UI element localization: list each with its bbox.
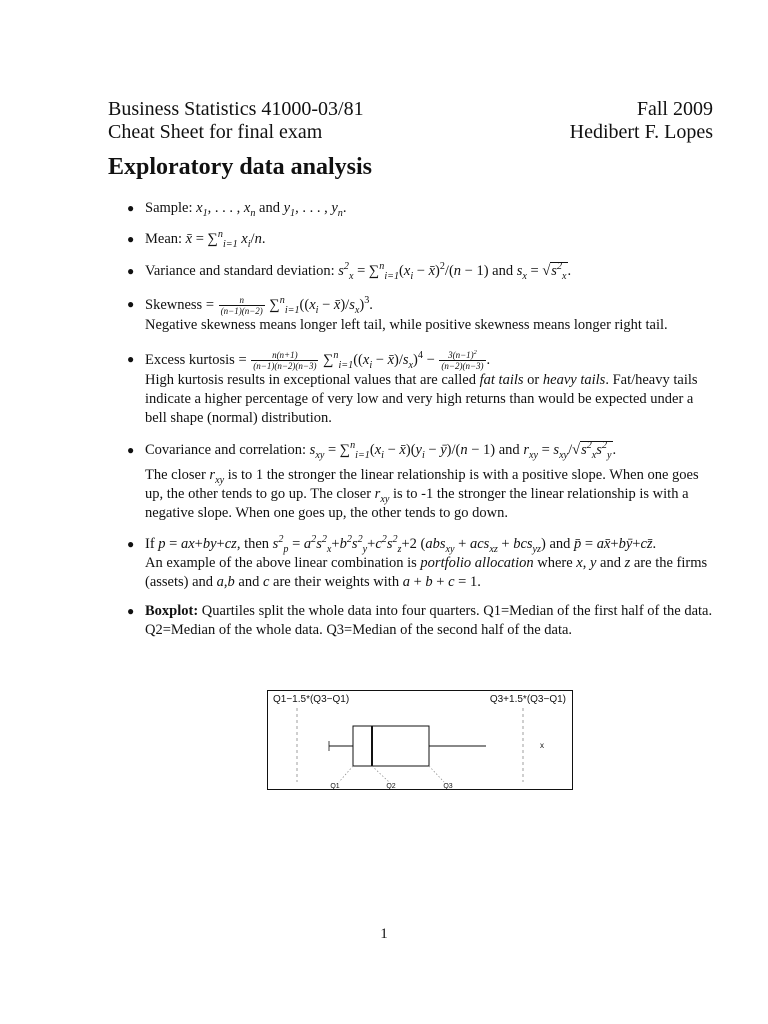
sample-and: and (259, 200, 280, 216)
list-item-sample (127, 199, 715, 219)
linear-note-e: are their weights with (273, 574, 400, 590)
kurtosis-formula: = $\frac{n(n+1)}{(n-1)(n-2)(n-3)}$ $\sum^n_{i=1}((x_i$ − $x̄)/s_x)^4$ − $\frac{3(n-1)^2}{(n-2)(n-3)}$ . (238, 349, 491, 371)
variance-and: and (492, 263, 514, 279)
linear-mean-formula: p̄ = ax̄+bȳ+cz̄. (574, 536, 657, 552)
linear-variance-formula: $s^2_p = a^2s^2_x+b^2s^2_y+c^2s^2_z+2$ (abs$_{xy}$ + acs$_{xz}$ + bcs$_{yz}$) (272, 534, 546, 555)
variance-formula: $s^2_x = \sum^n_{i=1}(x_i$ − x̄)$^2$/(n − 1) (338, 261, 489, 282)
list-item-mean (127, 229, 715, 250)
term: Fall 2009 (636, 98, 713, 120)
linear-note: An example of the above linear combination is portfolio allocation where x, y and z are the firms (assets) and a,b and c are their weights with a + b + c = 1. (145, 555, 708, 590)
correlation-formula: $r_{xy} = s_{xy}/√s^2_xs^2_y$. (523, 440, 617, 461)
outlier-mark: x (540, 741, 544, 750)
page-number: 1 (380, 926, 388, 942)
kurtosis-label: Excess kurtosis (145, 351, 235, 368)
linear-then: , then (236, 536, 270, 552)
skewness-label: Skewness (145, 296, 203, 313)
bullet-icon: ● (127, 443, 135, 457)
portfolio-allocation-term: portfolio allocation (420, 555, 534, 571)
linear-note-b: where (537, 555, 573, 571)
std-formula: $s_x = √s^2_x$. (516, 261, 572, 282)
fat-tails-term: fat tails (479, 372, 524, 388)
linear-note-d: and (238, 574, 260, 590)
bullet-icon: ● (127, 352, 135, 366)
covariance-note-a: The closer (145, 467, 206, 483)
author: Hedibert F. Lopes (569, 121, 713, 143)
list-item-linear-combination (127, 534, 715, 592)
q2-label: Q2 (386, 783, 396, 790)
kurtosis-note-b: . Fat/heavy tails indicate a higher percentage of very low and very high returns than would be expected under a bell shape (normal) distribution. (145, 372, 698, 426)
course-title: Business Statistics 41000-03/81 (108, 98, 364, 120)
var-y: y (589, 555, 597, 571)
sample-formula-y: $y_1$, . . . , $y_n$. (283, 200, 347, 219)
list-item-variance (127, 261, 715, 282)
bullet-icon: ● (127, 297, 135, 311)
list-item-boxplot (127, 602, 715, 640)
heavy-tails-term: heavy tails (542, 372, 606, 388)
q3-label: Q3 (443, 783, 453, 790)
bullet-icon: ● (127, 201, 135, 215)
linear-if: If (145, 536, 155, 552)
sample-label: Sample: (145, 200, 193, 216)
linear-note-c: are the firms (assets) and (145, 555, 708, 590)
right-fence-label: Q3+1.5*(Q3−Q1) (489, 694, 566, 705)
var-a: a (216, 574, 224, 590)
covariance-formula: $s_{xy} = \sum^n_{i=1}(x_i$ − $x̄)(y_i$ − ȳ)/(n − 1) (309, 440, 496, 461)
q1-label: Q1 (330, 783, 340, 790)
var-x: x (576, 555, 583, 571)
document-subtitle: Cheat Sheet for final exam (108, 121, 323, 143)
list-item-kurtosis (127, 349, 715, 428)
boxplot-figure (267, 690, 573, 790)
boxplot-text: Quartiles split the whole data into four quarters. Q1=Median of the first half of the data. Q2=Median of the whole data. Q3=Median of the second half of the data. (145, 603, 713, 638)
iqr-box (353, 726, 429, 766)
section-title: Exploratory data analysis (108, 154, 373, 180)
var-c: c (262, 574, 270, 590)
variance-label: Variance and standard deviation: (145, 263, 335, 279)
var-b: b (227, 574, 235, 590)
bullet-icon: ● (127, 604, 135, 618)
bullet-icon: ● (127, 232, 135, 246)
covariance-and: and (498, 442, 520, 458)
kurtosis-note-a: High kurtosis results in exceptional values that are called (145, 372, 476, 388)
covariance-note (145, 466, 715, 523)
mean-label: Mean: (145, 231, 183, 247)
kurtosis-or: or (527, 372, 540, 388)
list-item-covariance (127, 440, 715, 523)
rxy-symbol: $r_{xy}$ (374, 486, 390, 505)
var-z: z (624, 555, 631, 571)
header-row-1 (108, 98, 713, 120)
skewness-formula: = $\frac{n}{(n-1)(n-2)}$ $\sum^n_{i=1}((x_i$ − $x̄)/s_x)^3$. (205, 295, 373, 316)
linear-note-a: An example of the above linear combination is (145, 555, 417, 571)
covariance-note-b: is to 1 the stronger the linear relationship is with a positive slope. When one goes up, the other tends to go up. The closer (145, 467, 699, 502)
weights-formula: a + b + c = 1. (402, 574, 481, 590)
left-fence-label: Q1−1.5*(Q3−Q1) (273, 694, 350, 705)
sample-formula-x: $x_1$, . . . , $x_n$ (196, 200, 256, 219)
bullet-icon: ● (127, 537, 135, 551)
bullet-icon: ● (127, 264, 135, 278)
skewness-note: Negative skewness means longer left tail, while positive skewness means longer right tail. (145, 317, 668, 333)
kurtosis-note (145, 371, 715, 428)
rxy-symbol: $r_{xy}$ (209, 467, 225, 486)
linear-and2: and (600, 555, 621, 571)
linear-p-formula: p = ax+by+cz (158, 536, 237, 552)
list-item-skewness (127, 295, 715, 335)
header-row-2 (108, 121, 713, 143)
covariance-note-c: is to -1 the stronger the linear relationship is with a negative slope. When one goes up, the other tends to go down. (145, 486, 689, 521)
linear-and: and (549, 536, 571, 552)
boxplot-label: Boxplot: (145, 603, 199, 619)
covariance-label: Covariance and correlation: (145, 442, 307, 458)
mean-formula: x̄ = ∑$^n_{i=1}$ $x_i/n$. (185, 229, 266, 250)
